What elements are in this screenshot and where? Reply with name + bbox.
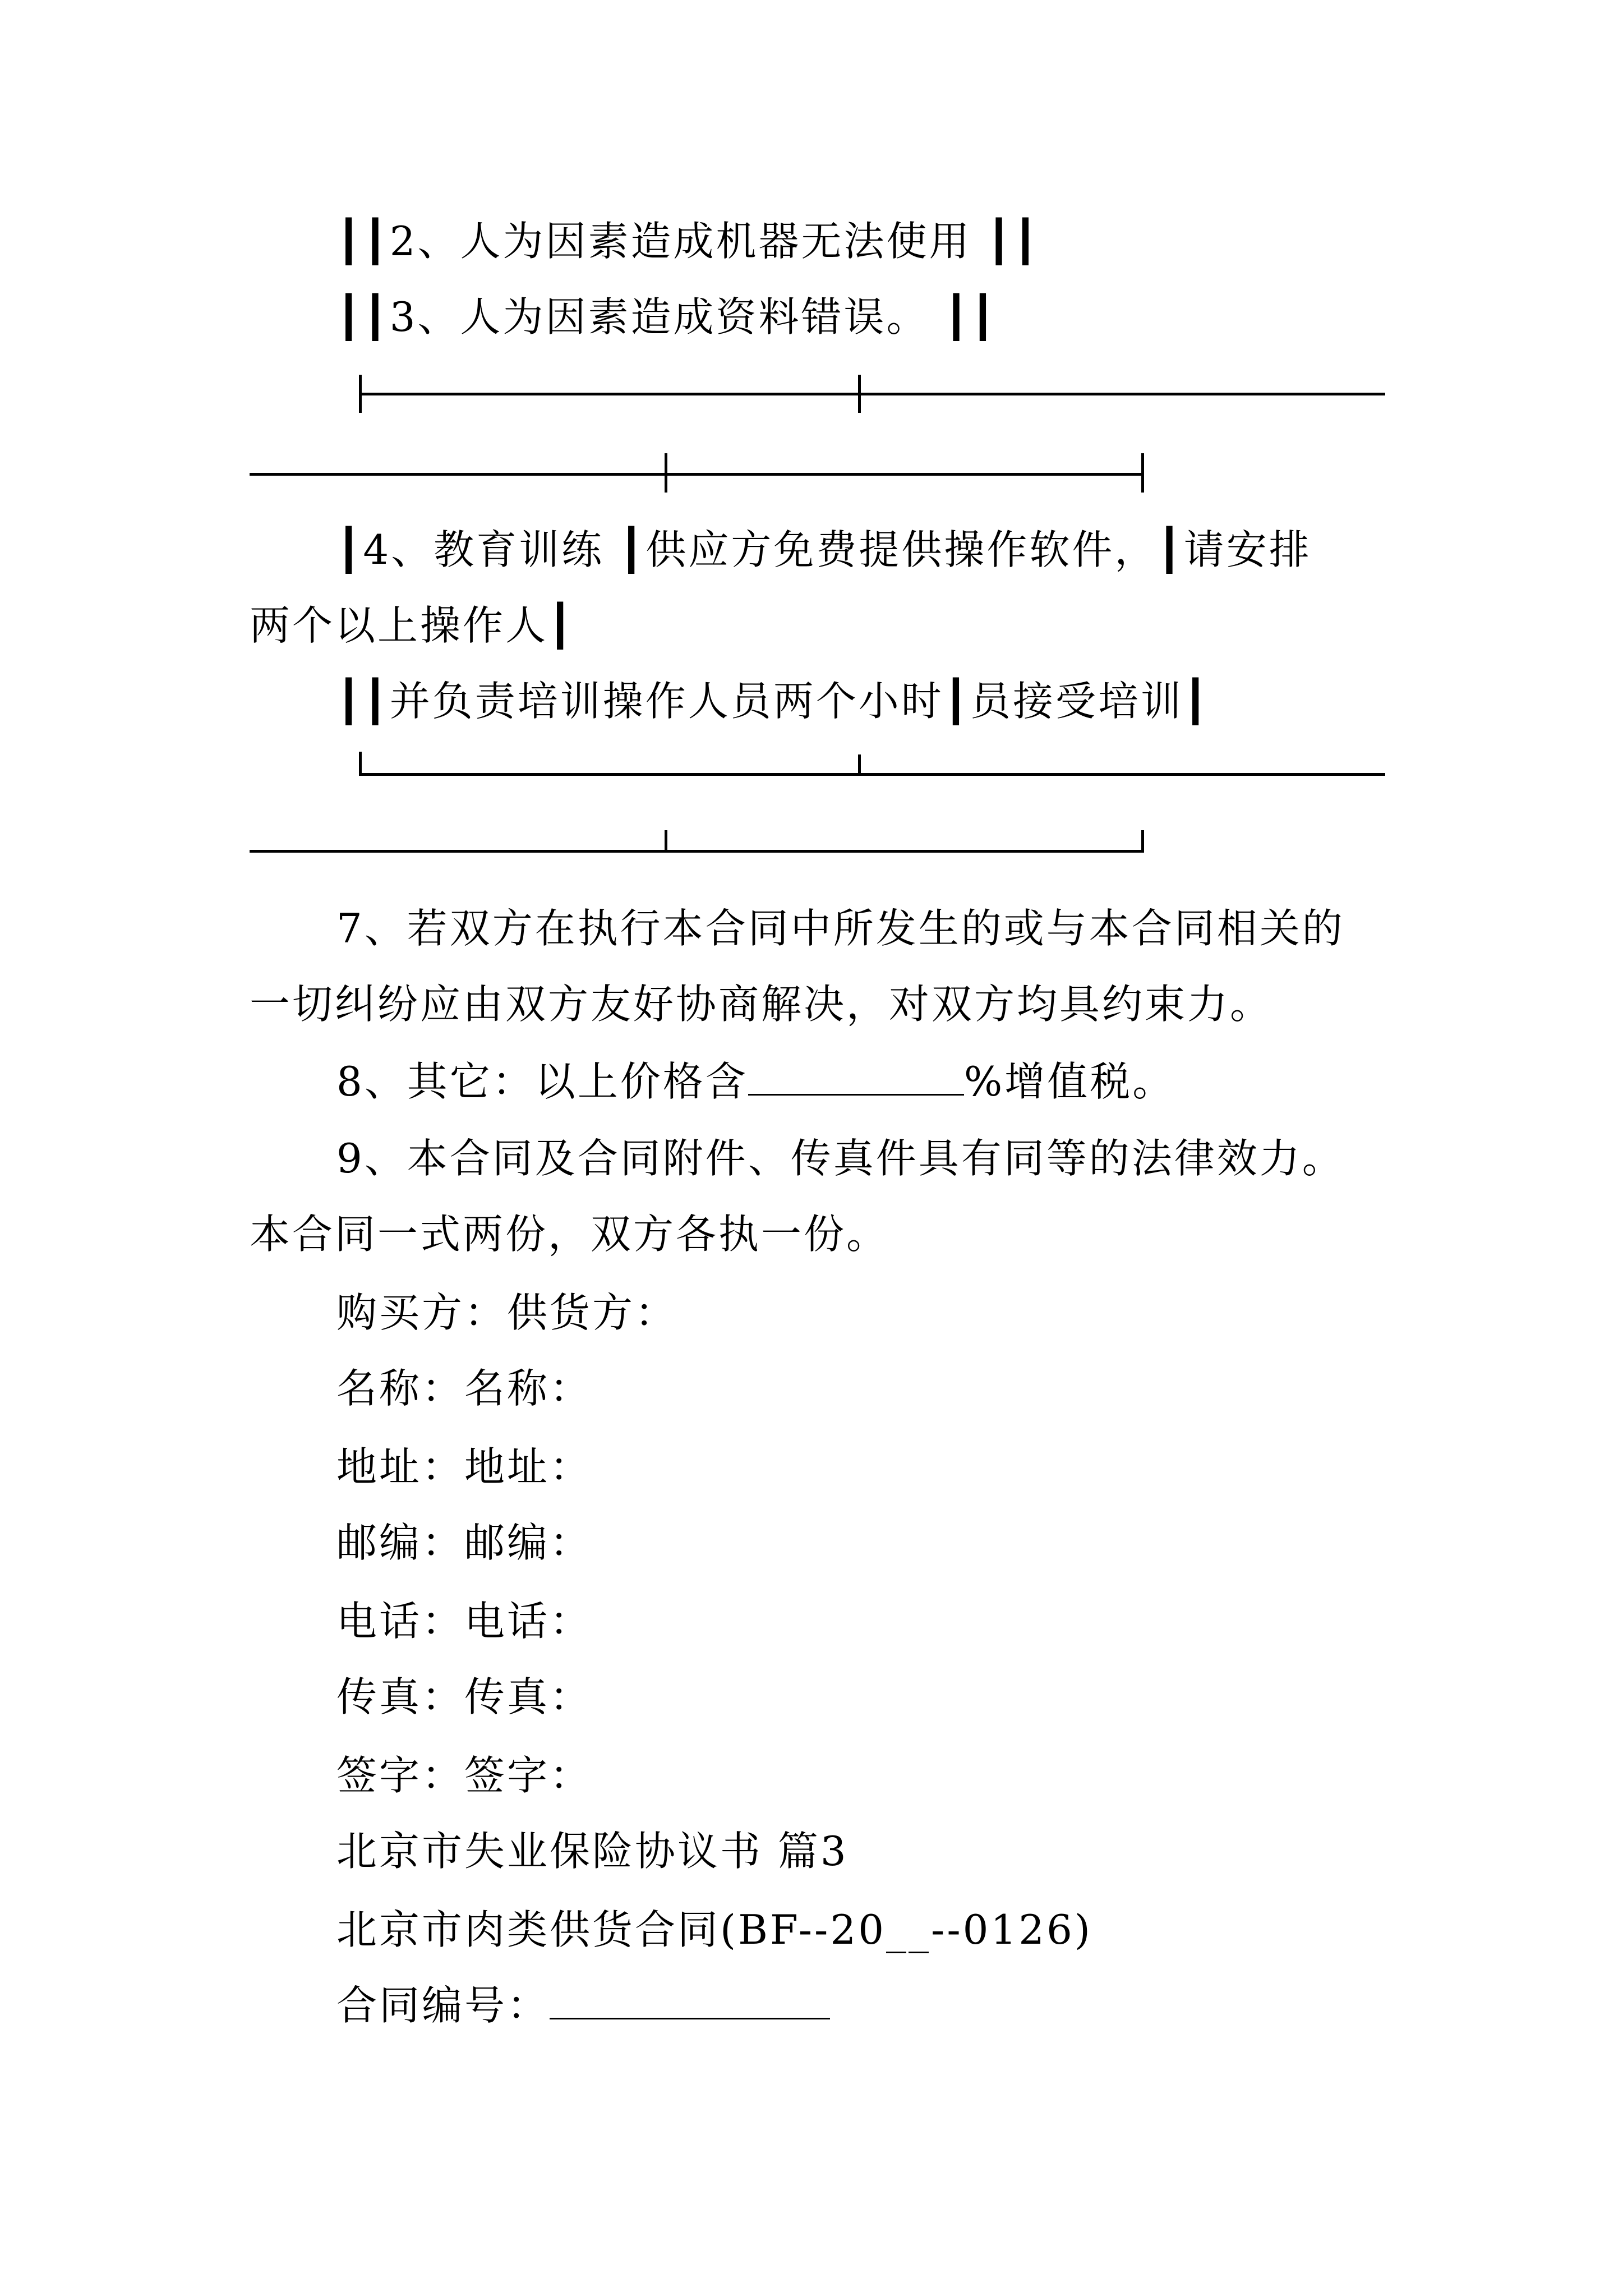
clause-9-cont: 本合同一式两份，双方各执一份。 [250,1211,889,1258]
table-row-training: ┃4、教育训练 ┃供应方免费提供操作软件，┃请安排 [336,526,1312,573]
clause-8 [336,1051,1175,1112]
vat-rate-blank [748,1059,964,1096]
section-title: 北京市失业保险协议书 篇3 [336,1828,849,1875]
contract-title: 北京市肉类供货合同(BF--20__--0126) [336,1906,1092,1953]
table-row-training-2: ┃┃并负责培训操作人员两个小时┃员接受培训┃ [336,678,1210,725]
field-address: 地址：地址： [336,1443,593,1490]
clause-8-text: 8、其它：以上价格含 [336,1058,748,1105]
contract-number-label: 合同编号： [336,1982,550,2029]
field-phone: 电话：电话： [336,1598,593,1645]
table-row-item-3: ┃┃3、人为因素造成资料错误。 ┃┃ [336,293,998,341]
field-name: 名称：名称： [336,1365,593,1412]
table-row-item-2: ┃┃2、人为因素造成机器无法使用 ┃┃ [336,218,1040,265]
contract-number-blank [550,1983,830,2019]
contract-number [336,1975,830,2036]
clause-8-suffix: %增值税。 [963,1058,1175,1105]
field-signature: 签字：签字： [336,1752,593,1799]
field-fax: 传真：传真： [336,1673,593,1720]
clause-7: 7、若双方在执行本合同中所发生的或与本合同相关的 [336,905,1345,952]
parties-heading: 购买方：供货方： [336,1289,678,1336]
field-postcode: 邮编：邮编： [336,1519,593,1566]
table-row-training-cont: 两个以上操作人┃ [250,602,575,649]
clause-9: 9、本合同及合同附件、传真件具有同等的法律效力。 [336,1135,1345,1182]
clause-7-cont: 一切纠纷应由双方友好协商解决，对双方均具约束力。 [250,981,1273,1028]
